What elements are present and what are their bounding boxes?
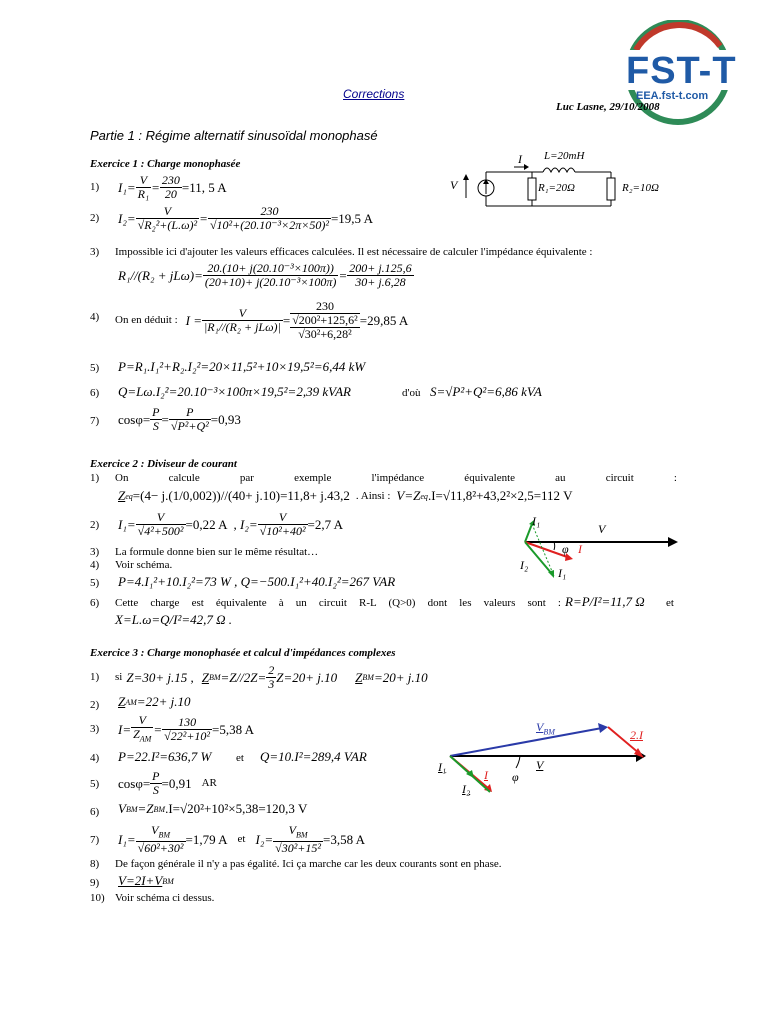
ex3-phasor-i1-label: I₁ [438, 760, 447, 774]
ex3-line-9: V=2I+V BM [118, 873, 174, 888]
ex2-num-6: 6) [90, 597, 100, 609]
ex1-num-5: 5) [90, 362, 100, 374]
ex2-num-2: 2) [90, 519, 100, 531]
ex3-line-4b: et [236, 752, 244, 764]
phasor-v-label: V [598, 522, 606, 536]
ex3-phasor-diagram [432, 716, 652, 798]
ex3-num-4: 4) [90, 752, 100, 764]
fraction: $\frac{V}{\text{√10²+40²}}$ [259, 510, 306, 538]
ex3-num-7: 7) [90, 834, 100, 846]
fraction: $\frac{230}{\text{√10²+(20.10⁻³×2π×50)²}}$ [209, 204, 329, 232]
ex2-line-1-formula: Z eq =(4− j.(1/0,002))//(40+ j.10)=11,8+ j.43,2 . Ainsi : V=Z eq .I=√11,8²+43,2²×2,5=112 V [118, 488, 573, 503]
ex1-circuit [448, 150, 678, 212]
fraction: $\frac{V}{\text{√R₂²+(L.ω)²}}$ [137, 204, 198, 232]
fraction: $\frac{V}{\text{√4²+500²}}$ [137, 510, 184, 538]
ex3-phasor-2i-label: 2.I [630, 728, 643, 742]
ex3-num-10: 10) [90, 892, 105, 904]
ex3-num-5: 5) [90, 778, 100, 790]
ex1-line-7: cosφ= $\frac{P}{S}$ = $\frac{P}{\text{√P²+Q²}}$ =0,93 [118, 405, 241, 433]
ex3-line-4c: Q=10.I²=289,4 VAR [260, 749, 367, 764]
fraction: 230 √200²+125,6² √30²+6,28² [292, 299, 358, 341]
ex2-line-6-r: R=P/I²=11,7 Ω [565, 594, 645, 609]
ex3-line-3: I= $\frac{V}{Z_{AM}}$ = $\frac{130}{\text{√22²+10²}}$ =5,38 A [118, 713, 255, 744]
fraction: $\frac{P}{S}$ [152, 769, 160, 797]
ex2-title: Exercice 2 : Diviseur de courant [90, 458, 237, 470]
ex3-phasor-vbm-label: $V_{BM}$ [536, 720, 555, 737]
ex3-num-8: 8) [90, 858, 100, 870]
ex2-num-5: 5) [90, 577, 100, 589]
ex3-num-3: 3) [90, 723, 100, 735]
fraction: $\frac{\text{20.(10+ j(20.10⁻³×100π))}}{\text{(20+10)+ j(20.10⁻³×100π)}}$ [204, 261, 337, 289]
ex3-line-10: Voir schéma ci dessus. [115, 892, 215, 904]
ex1-line-3-text: Impossible ici d'ajouter les valeurs efficaces calculées. Il est nécessaire de calculer l'impédance équivalente : [115, 246, 593, 258]
fraction: $\frac{V_{BM}}{\text{√60²+30²}}$ [137, 823, 184, 856]
ex2-line-2: I₁= $\frac{V}{\text{√4²+500²}}$ =0,22 A , I₂= $\frac{V}{\text{√10²+40²}}$ =2,7 A [118, 510, 344, 538]
ex3-phasor-i2-label: I₂ [462, 782, 471, 796]
ex3-line-4a: P=22.I²=636,7 W [118, 749, 212, 764]
ex3-num-2: 2) [90, 699, 100, 711]
ex3-line-6: V BM =Z BM .I=√20²+10²×5,38=120,3 V [118, 801, 308, 816]
fraction: $\frac{V}{\text{R₁}}$ [137, 173, 150, 201]
fraction: $\frac{V_{BM}}{\text{√30²+15²}}$ [275, 823, 321, 856]
ex2-line-6: Cette charge est équivalente à un circuit R-L (Q>0) dont les valeurs sont : [115, 597, 561, 609]
ex3-num-1: 1) [90, 671, 100, 683]
ex1-line-2: I₂= $\frac{V}{\text{√R₂²+(L.ω)²}}$ = $\frac{230}{\text{√10²+(20.10⁻³×2π×50)²}}$ =19,5 A [118, 204, 373, 232]
ex2-line-5: P=4.I₁²+10.I₂²=73 W , Q=−500.I₁²+40.I₂²=267 VAR [118, 574, 396, 589]
fraction: $\frac{2}{3}$ [268, 663, 275, 691]
ex1-line-5: P=R₁.I₁²+R₂.I₂²=20×11,5²+10×19,5²=6,44 kW [118, 359, 366, 374]
ex3-line-7: I₁= $\frac{V_{BM}}{\text{√60²+30²}}$ =1,79 A et I₂= $\frac{V_{BM}}{\text{√30²+15²}}$ =3,58 A [118, 823, 366, 856]
ex1-num-4: 4) [90, 311, 100, 323]
ex2-line-6-et: et [666, 597, 674, 609]
ex1-num-2: 2) [90, 212, 100, 224]
ex2-num-4: 4) [90, 559, 100, 571]
ex2-line-6-x: X=L.ω=Q/I²=42,7 Ω . [115, 612, 233, 627]
logo-small-text: EEA.fst-t.com [636, 90, 709, 102]
ex1-line-1: I₁= $\frac{V}{\text{R₁}}$ = $\frac{230}{20}$ =11, 5 A [118, 173, 227, 201]
phasor-i1-label: I₁ [532, 514, 541, 528]
ex3-phasor-i-label: I [484, 768, 488, 782]
fraction: $\frac{V}{\text{|R₁//(R₂ + jLω)|}}$ [204, 306, 281, 334]
fraction: $\frac{200+ j.125,6}{30+ j.6,28}$ [349, 261, 412, 289]
ex3-title: Exercice 3 : Charge monophasée et calcul d'impédances complexes [90, 647, 396, 659]
ex2-num-3: 3) [90, 546, 100, 558]
circuit-i-label: I [518, 152, 522, 166]
fraction: $\frac{V}{Z_{AM}}$ [133, 713, 152, 744]
fraction: $\frac{P}{\text{√P²+Q²}}$ [170, 405, 209, 433]
circuit-r1-label: R₁=20Ω [538, 182, 575, 194]
page-title: Corrections [343, 87, 405, 101]
circuit-l-label: L=20mH [544, 150, 585, 162]
phasor-i1b-label: I₁ [558, 566, 567, 580]
ex3-num-6: 6) [90, 806, 100, 818]
circuit-v-label: V [450, 178, 458, 192]
fraction: $\frac{130}{\text{√22²+10²}}$ [164, 715, 211, 744]
fraction: $\frac{230}{20}$ [161, 173, 180, 201]
phasor-phi-label: φ [562, 542, 569, 556]
ex2-phasor-diagram [510, 512, 680, 584]
part1-title: Partie 1 : Régime alternatif sinusoïdal monophasé [90, 128, 378, 143]
ex2-num-1: 1) [90, 472, 100, 484]
ex1-line-4: On en déduit : I = $\frac{V}{\text{|R₁//(R₂ + jLω)|}}$ = 230 √200²+125,6² √30²+6,28² =29,85 A [115, 299, 409, 341]
ex3-line-1: si Z=30+ j.15 , Z BM =Z//2Z= $\frac{2}{3}$ Z=20+ j.10 Z BM =20+ j.10 [115, 663, 428, 691]
ex1-num-6: 6) [90, 387, 100, 399]
ex1-num-7: 7) [90, 415, 100, 427]
fraction: $\frac{P}{S}$ [152, 405, 160, 433]
ex3-num-9: 9) [90, 877, 100, 889]
ex3-line-8: De façon générale il n'y a pas égalité. Ici ça marche car les deux courants sont en phase. [115, 858, 502, 870]
ex3-line-5: cosφ= $\frac{P}{S}$ =0,91 AR [118, 769, 217, 797]
ex1-num-1: 1) [90, 181, 100, 193]
phasor-i-label: I [578, 542, 582, 556]
ex3-line-2: Z AM =22+ j.10 [118, 694, 191, 709]
phasor-i2-label: I₂ [520, 558, 529, 572]
ex2-line-1: On calcule par exemple l'impédance équivalente au circuit : [115, 472, 677, 484]
ex1-line-6-dou: d'où [402, 387, 421, 399]
circuit-r2-label: R₂=10Ω [622, 182, 659, 194]
ex3-phasor-phi-label: φ [512, 770, 519, 784]
ex2-line-3: La formule donne bien sur le même résultat… [115, 546, 319, 558]
ex1-title: Exercice 1 : Charge monophasée [90, 158, 241, 170]
ex3-phasor-v-label: V [536, 758, 544, 772]
ex1-num-3: 3) [90, 246, 100, 258]
ex1-line-6-s: S=√P²+Q²=6,86 kVA [430, 384, 542, 399]
ex2-line-4: Voir schéma. [115, 559, 173, 571]
ex1-line-6: Q=Lω.I₂²=20.10⁻³×100π×19,5²=2,39 kVAR [118, 384, 351, 399]
ex1-line-3-formula: R₁//(R₂ + jLω)= $\frac{\text{20.(10+ j(20.10⁻³×100π))}}{\text{(20+10)+ j(20.10⁻³×100π)}}$ = $\frac{200+ j.125,6}{30+ j.6,28}$ [118, 261, 412, 289]
logo-big-text: FST-T [626, 50, 737, 92]
author-date: Luc Lasne, 29/10/2008 [556, 101, 660, 113]
